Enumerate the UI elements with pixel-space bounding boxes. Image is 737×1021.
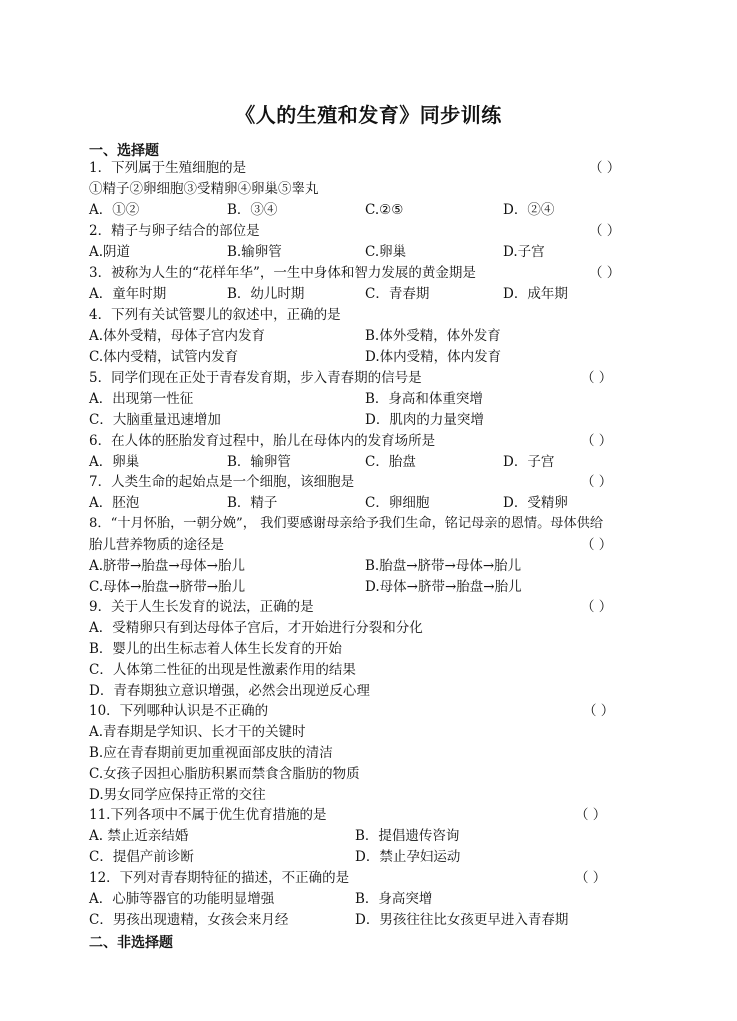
answer-blank: （ ） [575, 870, 607, 886]
option-d: D．子宫 [503, 454, 555, 470]
question-12 [89, 868, 649, 888]
option-c: C.②⑤ [365, 202, 404, 218]
option-c: C．男孩出现遗精，女孩会来月经 [89, 912, 289, 928]
question-stem: 5．同学们现在正处于青春发育期，步入青春期的信号是 [89, 370, 422, 386]
option-c: C.母体→胎盘→脐带→胎儿 [89, 579, 246, 595]
option-c: C．人体第二性征的出现是性激素作用的结果 [89, 662, 356, 678]
option-b: B．幼儿时期 [227, 286, 305, 302]
question-4-options-ab [89, 326, 649, 346]
question-5 [89, 368, 649, 388]
option-a: A．心肺等器官的功能明显增强 [89, 891, 275, 907]
page-title: 《人的生殖和发育》同步训练 [235, 103, 502, 127]
option-c: C．胎盘 [365, 454, 416, 470]
answer-blank: （ ） [589, 160, 621, 176]
section-heading-non-choice: 二、非选择题 [89, 935, 173, 951]
option-d: D．受精卵 [503, 495, 568, 511]
answer-blank: （ ） [581, 474, 613, 490]
question-stem: 4．下列有关试管婴儿的叙述中，正确的是 [89, 307, 341, 323]
option-c: C.卵巢 [365, 244, 407, 260]
question-9-option-d [89, 681, 649, 701]
option-a: A．受精卵只有到达母体子宫后，才开始进行分裂和分化 [89, 620, 423, 636]
option-c: C．卵细胞 [365, 495, 430, 511]
option-a: A．出现第一性征 [89, 391, 194, 407]
option-d: D.体内受精，体内发育 [365, 349, 502, 365]
answer-blank: （ ） [581, 599, 613, 615]
question-10-option-c [89, 764, 649, 784]
answer-blank: （ ） [589, 265, 621, 281]
option-b: B．身高突增 [355, 891, 433, 907]
question-11 [89, 805, 649, 825]
question-1-options [89, 200, 649, 220]
question-stem: 8．“十月怀胎，一朝分娩”， 我们要感谢母亲给予我们生命，铭记母亲的恩情。母体供给 [89, 516, 603, 531]
question-8-cont [89, 535, 649, 555]
option-d: D.子宫 [503, 244, 545, 260]
question-2 [89, 221, 649, 241]
option-c: C.体内受精，试管内发育 [89, 349, 239, 365]
question-stem-continued: 胎儿营养物质的途径是 [89, 537, 224, 553]
option-b: B．输卵管 [227, 454, 291, 470]
option-b: B．提倡遗传咨询 [355, 828, 460, 844]
option-d: D．青春期独立意识增强，必然会出现逆反心理 [89, 683, 370, 699]
question-stem: 3．被称为人生的“花样年华”，一生中身体和智力发展的黄金期是 [89, 265, 476, 281]
option-b: B.体外受精，体外发育 [365, 328, 501, 344]
answer-blank: （ ） [589, 223, 621, 239]
question-stem: 11.下列各项中不属于优生优育措施的是 [89, 807, 327, 823]
option-c: C．大脑重量迅速增加 [89, 412, 221, 428]
question-5-options-cd [89, 410, 649, 430]
question-10 [89, 701, 649, 721]
answer-blank: （ ） [581, 433, 613, 449]
question-stem: 7．人类生命的起始点是一个细胞，该细胞是 [89, 474, 355, 490]
option-a: A．胚泡 [89, 495, 140, 511]
question-4-options-cd [89, 347, 649, 367]
question-3 [89, 263, 649, 283]
option-c: C.女孩子因担心脂肪积累而禁食含脂肪的物质 [89, 766, 360, 782]
option-b: B．③④ [227, 202, 278, 218]
option-b: B.输卵管 [227, 244, 282, 260]
question-10-option-a [89, 722, 649, 742]
option-b: B．精子 [227, 495, 278, 511]
option-b: B．身高和体重突增 [365, 391, 483, 407]
question-9-option-a [89, 618, 649, 638]
option-d: D．②④ [503, 202, 555, 218]
option-d: D．成年期 [503, 286, 568, 302]
question-1-items [89, 179, 649, 199]
question-7 [89, 472, 649, 492]
option-a: A.脐带→胎盘→母体→胎儿 [89, 558, 245, 574]
question-5-options-ab [89, 389, 649, 409]
option-a: A．①② [89, 202, 140, 218]
question-1 [89, 158, 649, 178]
question-8-options-cd [89, 577, 649, 597]
option-c: C．青春期 [365, 286, 430, 302]
question-2-options [89, 242, 649, 262]
answer-blank: （ ） [581, 370, 613, 386]
option-b: B．婴儿的出生标志着人体生长发育的开始 [89, 641, 342, 657]
answer-blank: （ ） [575, 807, 607, 823]
option-d: D．男孩往往比女孩更早进入青春期 [355, 912, 569, 928]
question-stem: 12．下列对青春期特征的描述，不正确的是 [89, 870, 350, 886]
question-6 [89, 431, 649, 451]
question-12-options-ab [89, 889, 649, 909]
question-stem: 9．关于人生长发育的说法，正确的是 [89, 599, 314, 615]
option-a: A．童年时期 [89, 286, 167, 302]
option-a: A. 禁止近亲结婚 [89, 828, 189, 844]
question-stem: 10．下列哪种认识是不正确的 [89, 703, 269, 719]
option-a: A.体外受精，母体子宫内发育 [89, 328, 266, 344]
question-4 [89, 305, 649, 325]
option-d: D.男女同学应保持正常的交往 [89, 787, 266, 803]
question-10-option-d [89, 785, 649, 805]
question-stem: 1．下列属于生殖细胞的是 [89, 160, 247, 176]
answer-blank: （ ） [581, 537, 613, 553]
option-d: D.母体→脐带→胎盘→胎儿 [365, 579, 522, 595]
option-d: D．禁止孕妇运动 [355, 849, 461, 865]
question-3-options [89, 284, 649, 304]
answer-blank: （ ） [583, 703, 615, 719]
option-a: A.青春期是学知识、长才干的关键时 [89, 724, 306, 740]
option-a: A.阴道 [89, 244, 131, 260]
question-stem: 6．在人体的胚胎发育过程中，胎儿在母体内的发育场所是 [89, 433, 436, 449]
option-b: B.胎盘→脐带→母体→胎儿 [365, 558, 522, 574]
question-7-options [89, 493, 649, 513]
question-8-options-ab [89, 556, 649, 576]
option-a: A．卵巢 [89, 454, 140, 470]
question-11-options-cd [89, 847, 649, 867]
question-10-option-b [89, 743, 649, 763]
option-d: D．肌肉的力量突增 [365, 412, 484, 428]
question-extra: ①精子②卵细胞③受精卵④卵巢⑤睾丸 [89, 181, 319, 197]
question-11-options-ab [89, 826, 649, 846]
question-6-options [89, 452, 649, 472]
option-b: B.应在青春期前更加重视面部皮肤的清洁 [89, 745, 333, 761]
question-12-options-cd [89, 910, 649, 930]
question-9-option-c [89, 660, 649, 680]
question-9 [89, 597, 649, 617]
question-8 [89, 514, 649, 534]
question-stem: 2．精子与卵子结合的部位是 [89, 223, 260, 239]
section-heading-choice: 一、选择题 [89, 143, 159, 159]
option-c: C．提倡产前诊断 [89, 849, 194, 865]
question-9-option-b [89, 639, 649, 659]
